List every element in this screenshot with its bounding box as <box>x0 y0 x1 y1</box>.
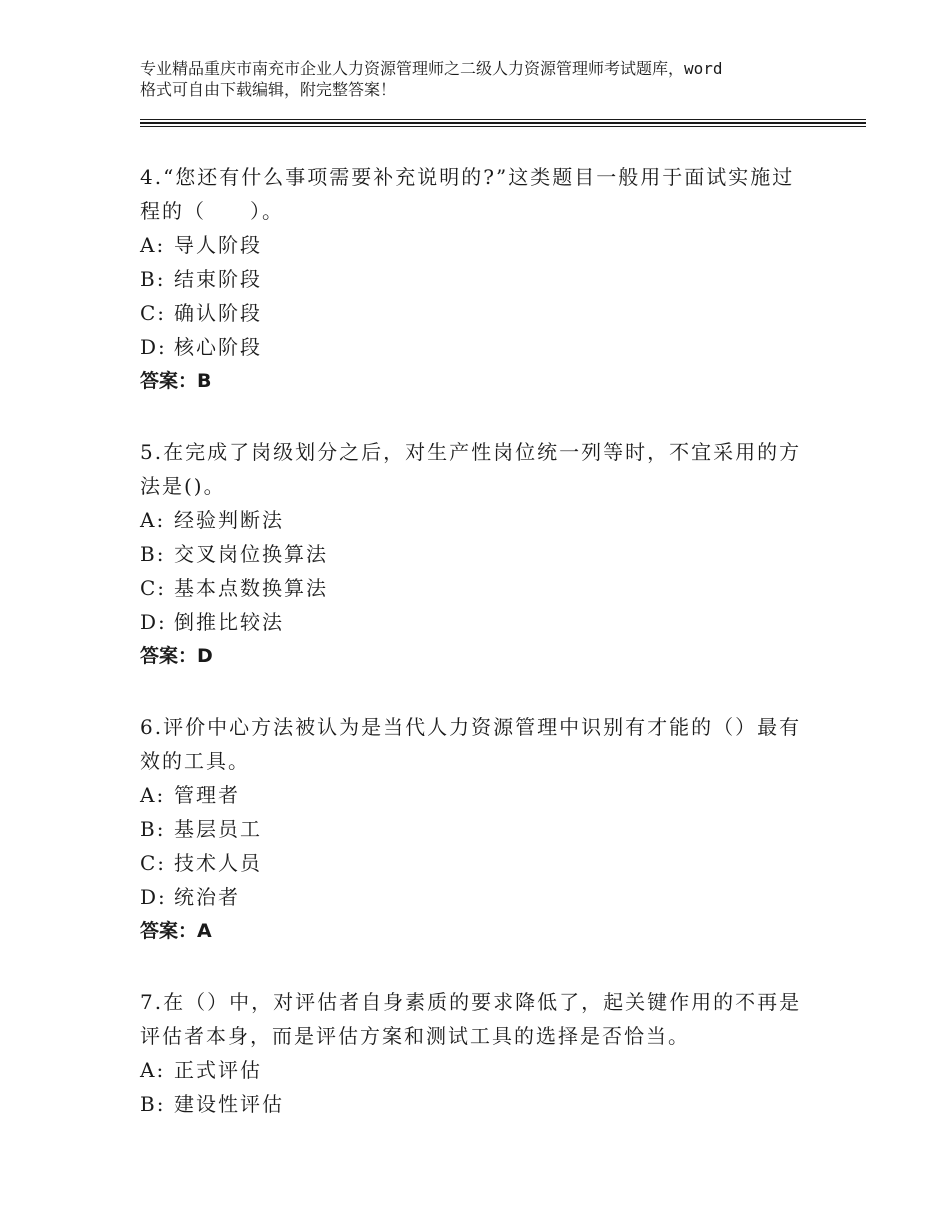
header-rule-top <box>140 119 866 120</box>
option-text: 确认阶段 <box>174 301 262 325</box>
option-text: 技术人员 <box>174 851 262 875</box>
option-a <box>140 778 820 812</box>
answer-label: 答案：B <box>140 370 212 392</box>
stem-line: 6.评价中心方法被认为是当代人力资源管理中识别有才能的（）最有 <box>140 715 802 739</box>
option-text: 建设性评估 <box>174 1092 284 1116</box>
header-line-2: 格式可自由下载编辑，附完整答案！ <box>140 80 397 99</box>
question-stem <box>140 985 820 1053</box>
option-text: 正式评估 <box>174 1058 262 1082</box>
option-text: 结束阶段 <box>174 267 262 291</box>
option-b <box>140 262 820 296</box>
option-letter: A: <box>140 508 166 532</box>
option-c <box>140 296 820 330</box>
option-d <box>140 330 820 364</box>
option-c <box>140 571 820 605</box>
option-a <box>140 228 820 262</box>
option-text: 基层员工 <box>174 817 262 841</box>
question-4 <box>140 160 820 398</box>
question-7 <box>140 985 820 1121</box>
option-letter: C: <box>140 576 167 600</box>
stem-line: 5.在完成了岗级划分之后，对生产性岗位统一列等时，不宜采用的方 <box>140 440 802 464</box>
question-stem <box>140 710 820 778</box>
question-stem <box>140 160 820 228</box>
answer-label: 答案：A <box>140 920 212 942</box>
option-letter: A: <box>140 233 166 257</box>
stem-line: 4.“您还有什么事项需要补充说明的?”这类题目一般用于面试实施过 <box>140 165 795 189</box>
option-letter: D: <box>140 335 167 359</box>
option-letter: B: <box>140 267 166 291</box>
document-header <box>140 58 840 100</box>
option-text: 基本点数换算法 <box>174 576 328 600</box>
stem-line: 法是()。 <box>140 474 226 498</box>
option-d <box>140 880 820 914</box>
option-letter: D: <box>140 885 167 909</box>
stem-line: 程的（ ）。 <box>140 199 284 223</box>
option-letter: A: <box>140 1058 166 1082</box>
option-letter: A: <box>140 783 166 807</box>
option-letter: C: <box>140 301 167 325</box>
option-b <box>140 812 820 846</box>
option-b <box>140 1087 820 1121</box>
option-text: 导人阶段 <box>174 233 262 257</box>
option-d <box>140 605 820 639</box>
header-line-1: 专业精品重庆市南充市企业人力资源管理师之二级人力资源管理师考试题库，word <box>140 59 723 78</box>
option-a <box>140 503 820 537</box>
option-letter: B: <box>140 817 166 841</box>
answer-label: 答案：D <box>140 645 213 667</box>
stem-line: 评估者本身，而是评估方案和测试工具的选择是否恰当。 <box>140 1024 690 1048</box>
header-rule-bottom <box>140 126 866 127</box>
option-letter: C: <box>140 851 167 875</box>
option-letter: D: <box>140 610 167 634</box>
stem-line: 7.在（）中，对评估者自身素质的要求降低了，起关键作用的不再是 <box>140 990 802 1014</box>
option-text: 倒推比较法 <box>174 610 284 634</box>
option-letter: B: <box>140 1092 166 1116</box>
option-letter: B: <box>140 542 166 566</box>
option-c <box>140 846 820 880</box>
question-5 <box>140 435 820 673</box>
option-text: 交叉岗位换算法 <box>174 542 328 566</box>
header-rule-middle <box>140 122 866 124</box>
option-a <box>140 1053 820 1087</box>
question-stem <box>140 435 820 503</box>
option-text: 经验判断法 <box>174 508 284 532</box>
stem-line: 效的工具。 <box>140 749 250 773</box>
question-list <box>140 160 820 1158</box>
option-text: 核心阶段 <box>174 335 262 359</box>
option-text: 管理者 <box>174 783 240 807</box>
question-6 <box>140 710 820 948</box>
option-text: 统治者 <box>174 885 240 909</box>
option-b <box>140 537 820 571</box>
